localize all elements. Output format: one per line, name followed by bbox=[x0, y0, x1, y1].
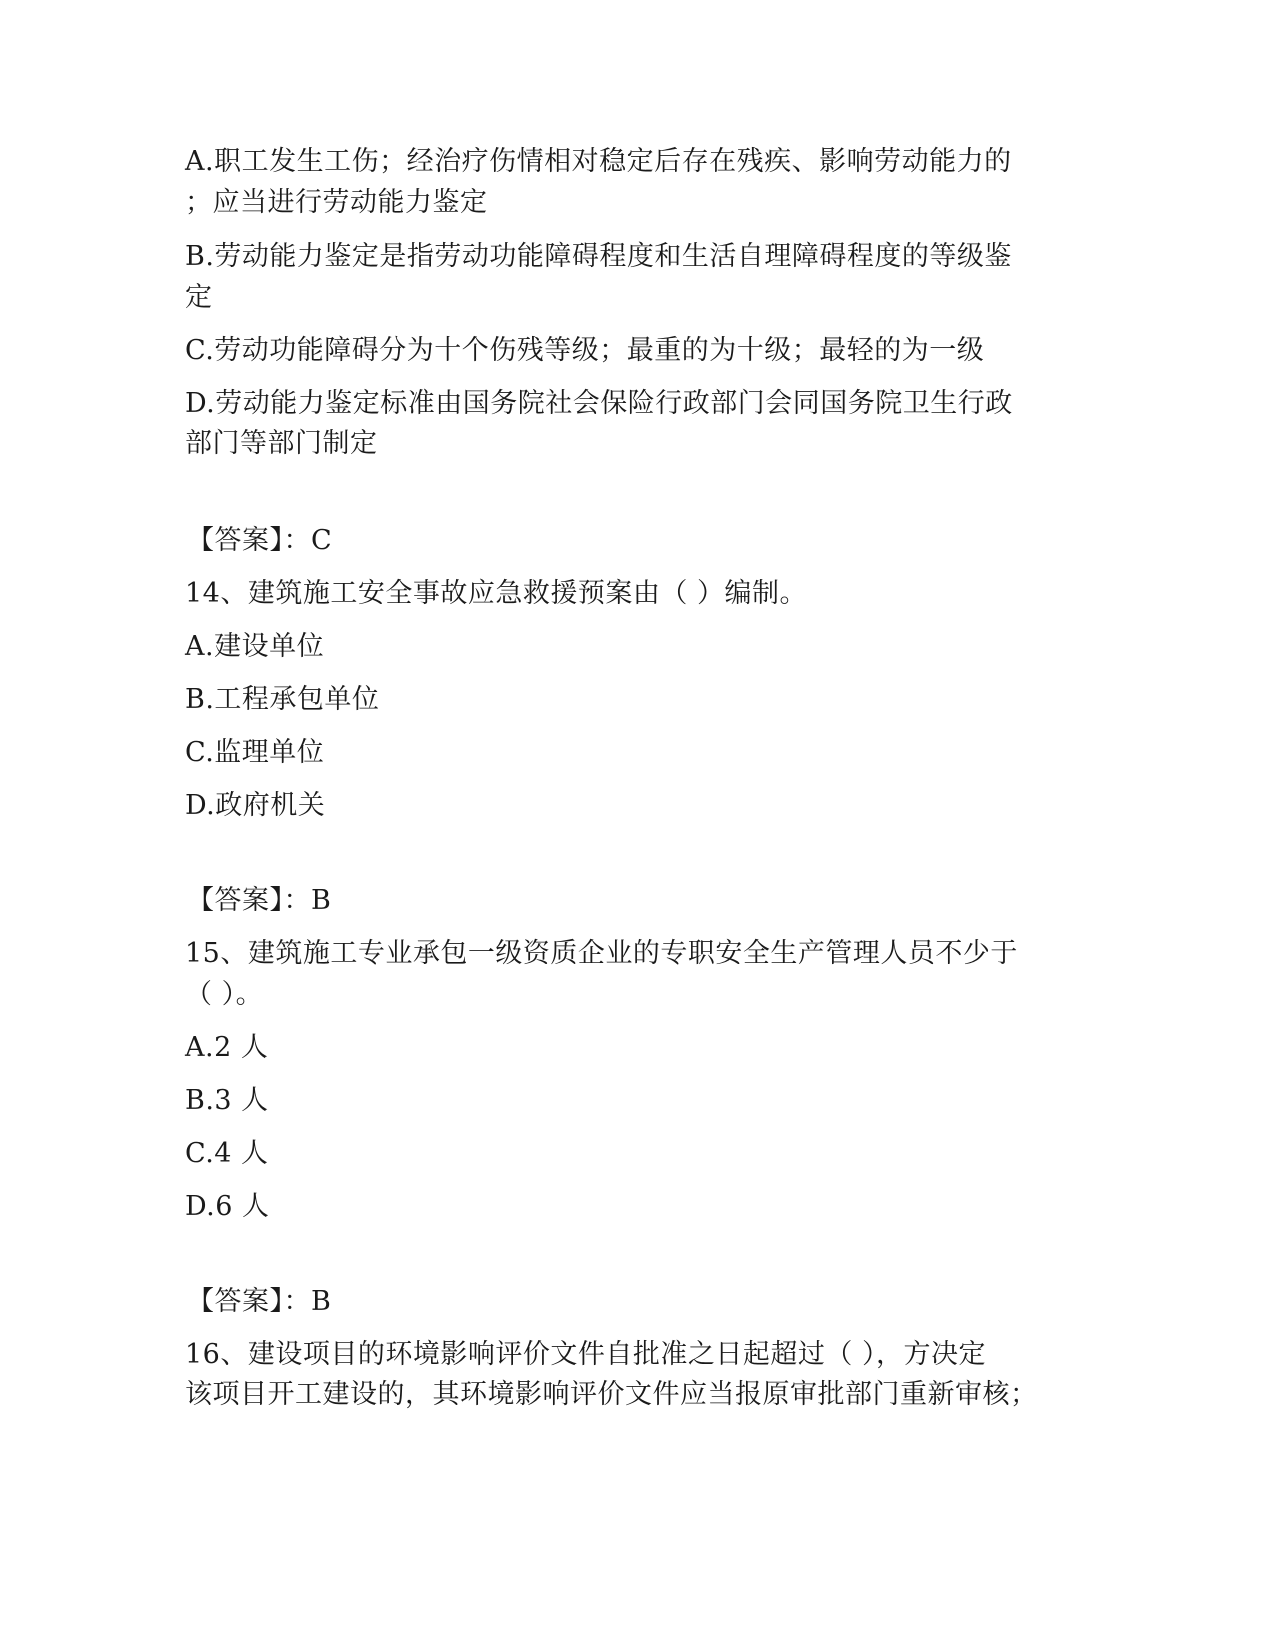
q13-option-d-line1: D.劳动能力鉴定标准由国务院社会保险行政部门会同国务院卫生行政 bbox=[185, 388, 1013, 419]
q14-option-c: C.监理单位 bbox=[185, 737, 325, 768]
q14-answer: 【答案】：B bbox=[187, 885, 332, 916]
q16-question-line1: 16、建设项目的环境影响评价文件自批准之日起超过（ ），方决定 bbox=[185, 1339, 986, 1370]
q15-option-a: A.2 人 bbox=[185, 1032, 269, 1063]
q15-option-b: B.3 人 bbox=[185, 1085, 269, 1116]
q13-option-b-line2: 定 bbox=[185, 282, 213, 313]
q13-option-d-line2: 部门等部门制定 bbox=[185, 428, 378, 459]
q14-option-a: A.建设单位 bbox=[185, 631, 325, 662]
q15-option-c: C.4 人 bbox=[185, 1138, 269, 1169]
q13-option-a-line1: A.职工发生工伤；经治疗伤情相对稳定后存在残疾、影响劳动能力的 bbox=[185, 146, 1012, 177]
q14-question: 14、建筑施工安全事故应急救援预案由（ ）编制。 bbox=[185, 578, 807, 609]
q14-option-b: B.工程承包单位 bbox=[185, 684, 380, 715]
q13-answer: 【答案】：C bbox=[187, 525, 333, 556]
q15-question-line1: 15、建筑施工专业承包一级资质企业的专职安全生产管理人员不少于 bbox=[185, 938, 1018, 969]
q13-option-c: C.劳动功能障碍分为十个伤残等级；最重的为十级；最轻的为一级 bbox=[185, 335, 985, 366]
q14-option-d: D.政府机关 bbox=[185, 790, 326, 821]
q16-question-line2: 该项目开工建设的，其环境影响评价文件应当报原审批部门重新审核； bbox=[185, 1379, 1038, 1410]
q15-answer: 【答案】：B bbox=[187, 1286, 332, 1317]
q15-question-line2: （ ）。 bbox=[185, 979, 264, 1010]
q15-option-d: D.6 人 bbox=[185, 1191, 270, 1222]
q13-option-a-line2: ；应当进行劳动能力鉴定 bbox=[185, 187, 488, 218]
q13-option-b-line1: B.劳动能力鉴定是指劳动功能障碍程度和生活自理障碍程度的等级鉴 bbox=[185, 241, 1012, 272]
